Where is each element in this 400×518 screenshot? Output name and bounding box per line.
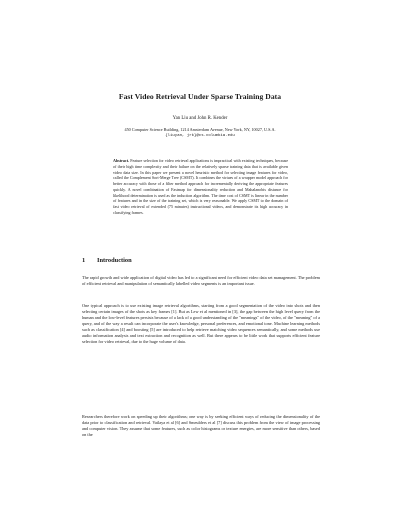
intro-paragraph-1: The rapid growth and wide application of digital video has led to a significant need for efficient video data set management. The problem of efficient retrieval and manipulation of semantically labelled video segments is an important issue. [82,275,320,286]
intro-paragraph-3: Researchers therefore work on speeding up their algorithms; one way is by seeking efficient ways of reducing the dimensionality of the data prior to classification and retrieval. Vailaya et al [6] and Smeulders et al [7] discuss this problem from the view of image processing and computer vision. They assume that some features, such as color histograms or texture energies, are more sensitive than others, based on the [82,414,320,437]
abstract-text: Feature selection for video retrieval applications is impractical with existing techniques, because of their high time complexity and their failure on the relatively sparse training data that is available given video data size. In this paper we present a novel heuristic method for selecting image features for video, called the Complement Sort-Merge Tree (CSMT). It combines the virtues of a wrapper model approach for better accuracy with those of a filter method approach for incrementally deriving the appropriate features quickly. A novel combination of Fastmap for dimensionality reduction and Mahalanobis distance for likelihood determination is used as the induction algorithm. The time cost of CSMT is linear in the number of features and in the size of the training set, which is very reasonable. We apply CSMT to the domain of fast video retrieval of extended (75 minutes) instructional videos, and demonstrate its high accuracy in classifying frames. [113,158,288,215]
section-title: Introduction [97,257,132,264]
section-number: 1 [82,257,86,264]
paper-authors: Yan Liu and John R. Kender [172,116,228,121]
intro-paragraph-2: One typical approach is to use existing image retrieval algorithms, starting from a good segmentation of the video into shots and then selecting certain images of the shots as key frames [1]. But as Lew et al mentioned in [3], the gap between the high level query from the human and the low-level features persists because of a lack of a good understanding of the "meanings" of the video, of the "meaning" of a query, and of the way a result can incorporate the user's knowledge, personal preferences, and emotional tone. Machine learning methods such as classification [4] and boosting [5] are introduced to help retrieve matching video sequences semantically, and some methods use audio information analysis and text extraction and recognition as well. But there appears to be little work that supports efficient feature selection for video retrieval, due to the huge volume of data. [82,303,320,344]
author-emails: {liuyan, jrk}@cs.columbia.edu [165,134,235,138]
paper-title: Fast Video Retrieval Under Sparse Training Data [118,92,282,101]
abstract-block [113,158,288,216]
section-heading [82,257,132,264]
abstract-label: Abstract. [113,158,130,163]
author-affiliation: 450 Computer Science Building, 1214 Amsterdam Avenue, New York, NY, 10027, U.S.A. [124,127,276,132]
